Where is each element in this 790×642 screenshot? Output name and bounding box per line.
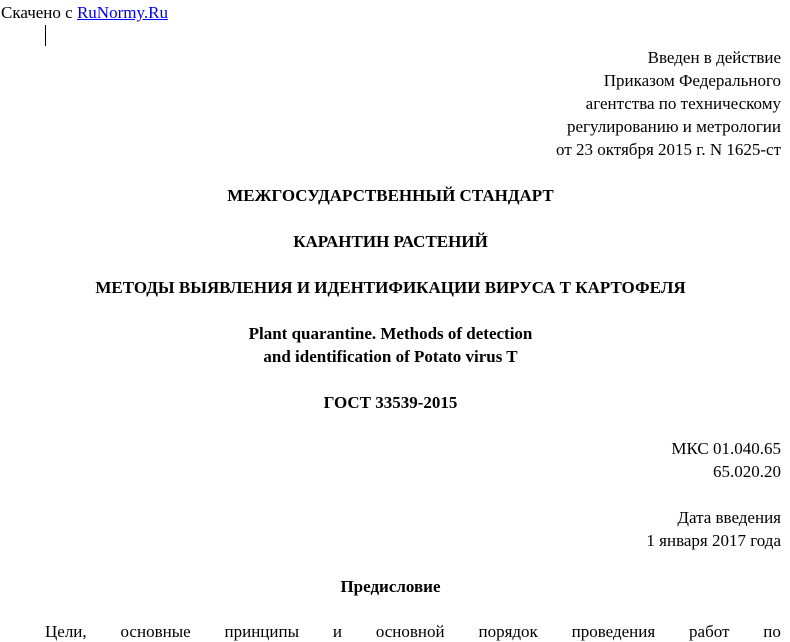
foreword-word: принципы (224, 622, 300, 641)
foreword-word: основные (120, 622, 191, 641)
foreword-word: по (763, 622, 781, 641)
enactment-line-1: Введен в действие (647, 48, 781, 67)
enactment-line-2: Приказом Федерального (603, 71, 781, 90)
foreword-paragraph-line (45, 622, 781, 642)
foreword-word: и (332, 622, 342, 641)
english-title-line-1: Plant quarantine. Methods of detection (248, 324, 533, 343)
source-line (1, 3, 168, 23)
plant-quarantine-heading: КАРАНТИН РАСТЕНИЙ (293, 232, 488, 251)
mks-code-line-2: 65.020.20 (713, 462, 781, 481)
introduction-date-label: Дата введения (677, 508, 781, 527)
foreword-title: Предисловие (340, 577, 441, 596)
text-cursor (45, 25, 46, 46)
foreword-word: проведения (571, 622, 656, 641)
enactment-line-5: от 23 октября 2015 г. N 1625-ст (556, 140, 781, 159)
english-title-line-2: and identification of Potato virus T (263, 347, 518, 366)
methods-heading: МЕТОДЫ ВЫЯВЛЕНИЯ И ИДЕНТИФИКАЦИИ ВИРУСА Т КАРТОФЕЛЯ (95, 278, 686, 297)
gost-number: ГОСТ 33539-2015 (323, 393, 458, 412)
foreword-word: порядок (478, 622, 538, 641)
foreword-word: Цели, (45, 622, 87, 641)
enactment-line-4: регулированию и метрологии (566, 117, 781, 136)
enactment-line-3: агентства по техническому (585, 94, 781, 113)
mks-code-line-1: МКС 01.040.65 (671, 439, 781, 458)
interstate-standard-heading: МЕЖГОСУДАРСТВЕННЫЙ СТАНДАРТ (227, 186, 554, 205)
foreword-word: основной (375, 622, 445, 641)
runormy-link[interactable]: RuNormy.Ru (76, 3, 168, 22)
introduction-date-value: 1 января 2017 года (646, 531, 781, 550)
foreword-word: работ (689, 622, 730, 641)
source-prefix: Скачено с (1, 3, 77, 22)
